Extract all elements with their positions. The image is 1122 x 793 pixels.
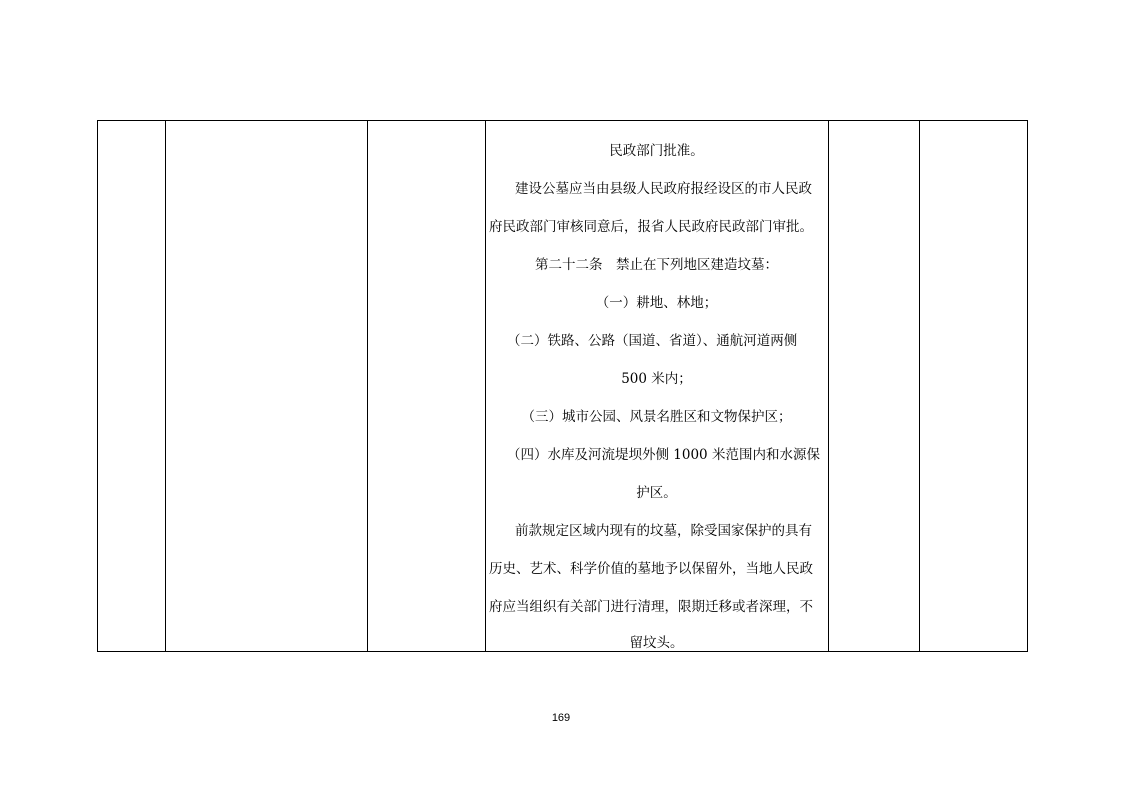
list-item: （二）铁路、公路（国道、省道）、通航河道两侧	[507, 333, 798, 349]
list-item: （三）城市公园、风景名胜区和文物保护区；	[521, 409, 792, 425]
text-line: 民政部门批准。	[609, 143, 704, 159]
column-divider	[165, 121, 166, 651]
regulation-text-cell	[485, 121, 828, 653]
text-line: 历史、艺术、科学价值的墓地予以保留外，当地人民政	[489, 561, 813, 577]
text-line: 500 米内；	[621, 371, 692, 387]
list-item: （四）水库及河流堤坝外侧 1000 米范围内和水源保	[507, 447, 820, 463]
article-heading: 第二十二条 禁止在下列地区建造坟墓：	[535, 257, 778, 273]
text-line: 留坟头。	[629, 635, 684, 651]
text-line: 前款规定区域内现有的坟墓，除受国家保护的具有	[515, 523, 812, 539]
text-line: 护区。	[636, 485, 677, 501]
page-number: 169	[551, 712, 571, 724]
regulation-table	[97, 120, 1028, 652]
column-divider	[367, 121, 368, 651]
text-line: 府应当组织有关部门进行清理，限期迁移或者深理，不	[489, 599, 813, 615]
column-divider	[828, 121, 829, 651]
text-line: 建设公墓应当由县级人民政府报经设区的市人民政	[515, 181, 812, 197]
list-item: （一）耕地、林地；	[595, 295, 718, 311]
text-line: 府民政部门审核同意后，报省人民政府民政部门审批。	[489, 219, 813, 235]
column-divider	[919, 121, 920, 651]
